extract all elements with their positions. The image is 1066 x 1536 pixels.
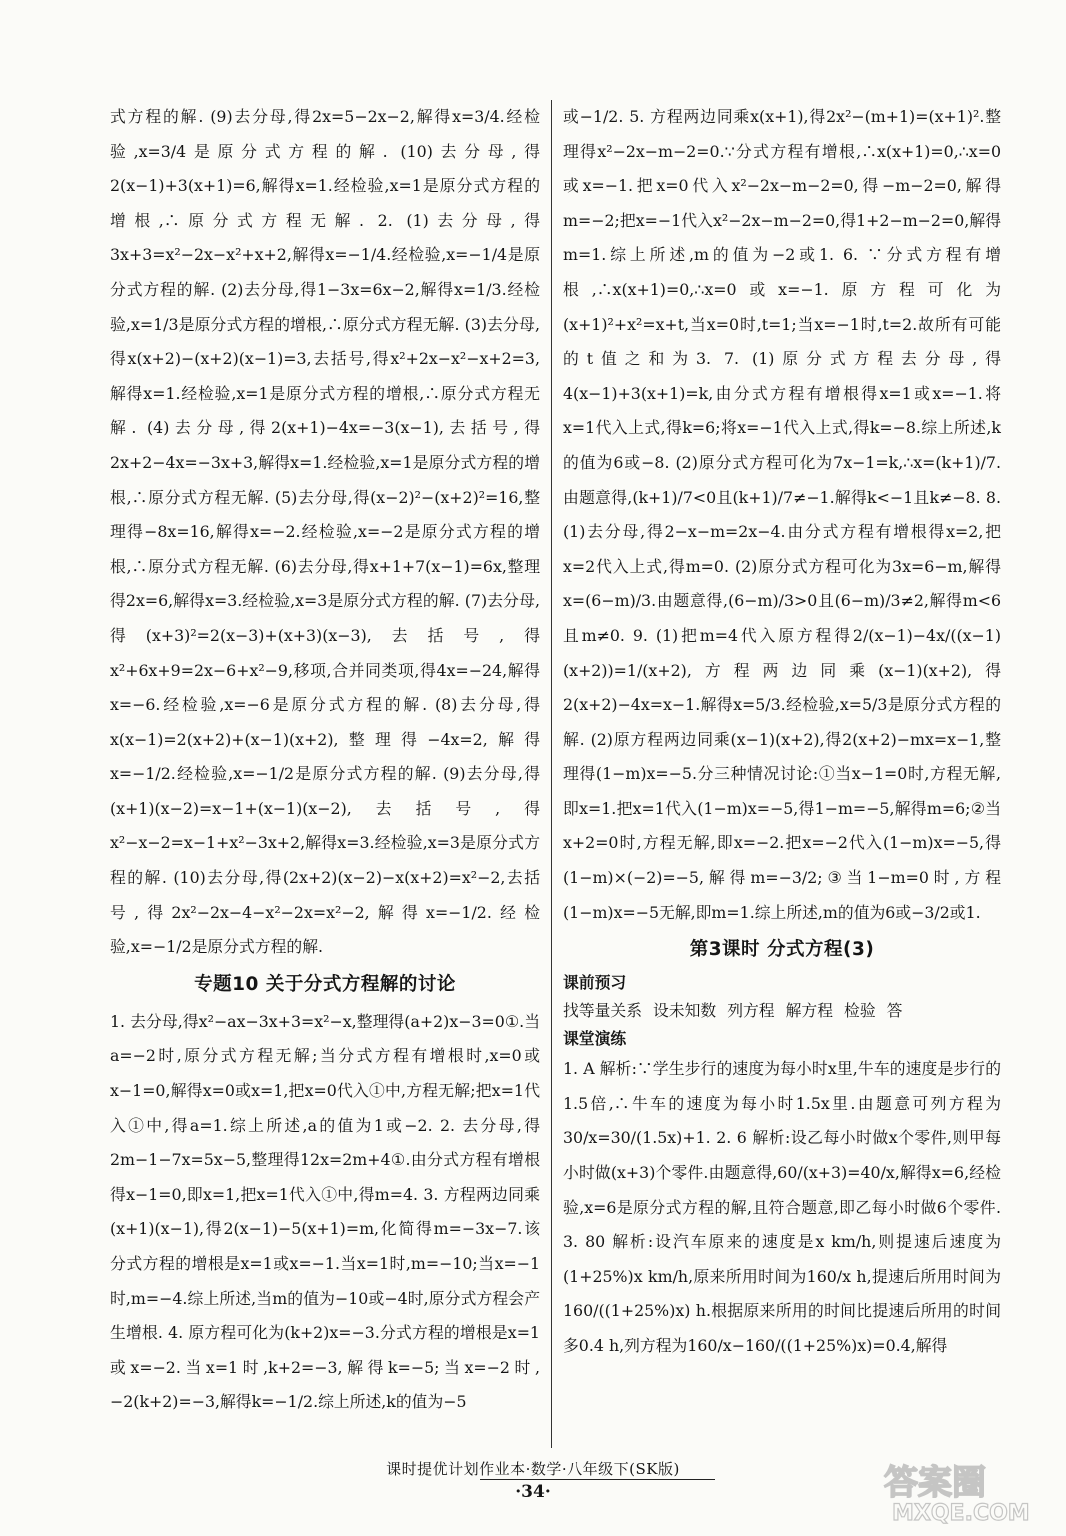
answer-text-block: 1. A 解析:∵学生步行的速度为每小时x里,牛车的速度是步行的1.5倍,∴牛车的速度为每小时1.5x里.由题意可列方程为30/x=30/(1.5x)+1. 2. 6 解析:设乙每小时做x个零件,则甲每小时做(x+3)个零件.由题意得,60/(x+3)=40/x,解得x=6,经检验,x=6是原分式方程的解,且符合题意,即乙每小时做6个零件. 3. 80 解析:设汽车原来的速度是x km/h,则提速后速度为(1+25%)x km/h,原来所用时间为160/x h,提速后所用时间为160/((1+25%)x) h.根据原来所用的时间比提速后所用的时间多0.4 h,列方程为160/x−160/((1+25%)x)=0.4,解得 — [563, 1059, 1001, 1355]
preview-keywords: 找等量关系 设未知数 列方程 解方程 检验 答 — [563, 1001, 903, 1021]
preview-label: 课前预习 — [563, 973, 627, 993]
watermark-icon — [878, 1454, 1048, 1526]
answer-text-block: 或−1/2. 5. 方程两边同乘x(x+1),得2x²−(m+1)=(x+1)².整理得x²−2x−m−2=0.∵分式方程有增根,∴x(x+1)=0,∴x=0或x=−1.把x=0代入x²−2x−m−2=0,得−m−2=0,解得m=−2;把x=−1代入x²−2x−m−2=0,得1+2−m−2=0,解得m=1.综上所述,m的值为−2或1. 6. ∵分式方程有增根,∴x(x+1)=0,∴x=0或x=−1.原方程可化为(x+1)²+x²=x+t,当x=0时,t=1;当x=−1时,t=2.故所有可能的t值之和为3. 7. (1)原分式方程去分母,得4(x−1)+3(x+1)=k,由分式方程有增根得x=1或x=−1.将x=1代入上式,得k=6;将x=−1代入上式,得k=−8.综上所述,k的值为6或−8. (2)原分式方程可化为7x−1=k,∴x=(k+1)/7.由题意得,(k+1)/7<0且(k+1)/7≠−1.解得k<−1且k≠−8. 8. (1)去分母,得2−x−m=2x−4.由分式方程有增根得x=2,把x=2代入上式,得m=0. (2)原分式方程可化为3x=6−m,解得x=(6−m)/3.由题意得,(6−m)/3>0且(6−m)/3≠2,解得m<6且m≠0. 9. (1)把m=4代入原方程得2/(x−1)−4x/((x−1)(x+2))=1/(x+2),方程两边同乘(x−1)(x+2),得2(x+2)−4x=x−1.解得x=5/3.经检验,x=5/3是原分式方程的解. (2)原方程两边同乘(x−1)(x+2),得2(x+2)−mx=x−1,整理得(1−m)x=−5.分三种情况讨论:①当x−1=0时,方程无解,即x=1.把x=1代入(1−m)x=−5,得1−m=−5,解得m=6;②当x+2=0时,方程无解,即x=−2.把x=−2代入(1−m)x=−5,得(1−m)×(−2)=−5,解得m=−3/2;③当1−m=0时,方程(1−m)x=−5无解,即m=1.综上所述,m的值为6或−3/2或1. — [563, 107, 1001, 922]
column-divider — [551, 100, 552, 1448]
answer-text-block: 1. 去分母,得x²−ax−3x+3=x²−x,整理得(a+2)x−3=0①.当a=−2时,原分式方程无解;当分式方程有增根时,x=0或x−1=0,解得x=0或x=1,把x=0代入①中,方程无解;把x=1代入①中,得a=1.综上所述,a的值为1或−2. 2. 去分母,得2m−1−7x=5x−5,整理得12x=2m+4①.由分式方程有增根得x−1=0,即x=1,把x=1代入①中,得m=4. 3. 方程两边同乘(x+1)(x−1),得2(x−1)−5(x+1)=m,化简得m=−3x−7.该分式方程的增根是x=1或x=−1.当x=1时,m=−10;当x=−1时,m=−4.综上所述,当m的值为−10或−4时,原分式方程会产生增根. 4. 原方程可化为(k+2)x=−3.分式方程的增根是x=1或x=−2.当x=1时,k+2=−3,解得k=−5;当x=−2时,−2(k+2)=−3,解得k=−1/2.综上所述,k的值为−5 — [110, 1011, 540, 1412]
footer-rule — [480, 1479, 715, 1480]
practice-label: 课堂演练 — [563, 1029, 627, 1049]
section-heading: 专题10 关于分式方程解的讨论 — [194, 973, 456, 995]
left-column — [110, 100, 540, 1420]
book-title: 课时提优计划作业本·数学·八年级下(SK版) — [386, 1460, 680, 1478]
watermark-url: MXQE.COM — [892, 1501, 1030, 1526]
lesson-heading: 第3课时 分式方程(3) — [689, 939, 875, 961]
watermark-logo — [878, 1454, 1048, 1526]
watermark-text: 答案圈 — [884, 1463, 986, 1503]
right-column — [563, 100, 1001, 1364]
page-number: ·34· — [515, 1482, 551, 1502]
answer-text-block: 式方程的解. (9)去分母,得2x=5−2x−2,解得x=3/4.经检验,x=3/4是原分式方程的解. (10)去分母,得2(x−1)+3(x+1)=6,解得x=1.经检验,x=1是原分式方程的增根,∴原分式方程无解. 2. (1)去分母,得3x+3=x²−2x−x²+x+2,解得x=−1/4.经检验,x=−1/4是原分式方程的解. (2)去分母,得1−3x=6x−2,解得x=1/3.经检验,x=1/3是原分式方程的增根,∴原分式方程无解. (3)去分母,得x(x+2)−(x+2)(x−1)=3,去括号,得x²+2x−x²−x+2=3,解得x=1.经检验,x=1是原分式方程的增根,∴原分式方程无解. (4)去分母,得2(x+1)−4x=−3(x−1),去括号,得2x+2−4x=−3x+3,解得x=1.经检验,x=1是原分式方程的增根,∴原分式方程无解. (5)去分母,得(x−2)²−(x+2)²=16,整理得−8x=16,解得x=−2.经检验,x=−2是原分式方程的增根,∴原分式方程无解. (6)去分母,得x+1+7(x−1)=6x,整理得2x=6,解得x=3.经检验,x=3是原分式方程的解. (7)去分母,得(x+3)²=2(x−3)+(x+3)(x−3),去括号,得x²+6x+9=2x−6+x²−9,移项,合并同类项,得4x=−24,解得x=−6.经检验,x=−6是原分式方程的解. (8)去分母,得x(x−1)=2(x+2)+(x−1)(x+2),整理得−4x=2,解得x=−1/2.经检验,x=−1/2是原分式方程的解. (9)去分母,得(x+1)(x−2)=x−1+(x−1)(x−2),去括号,得x²−x−2=x−1+x²−3x+2,解得x=3.经检验,x=3是原分式方程的解. (10)去分母,得(2x+2)(x−2)−x(x+2)=x²−2,去括号,得2x²−2x−4−x²−2x=x²−2,解得x=−1/2.经检验,x=−1/2是原分式方程的解. — [110, 107, 540, 957]
